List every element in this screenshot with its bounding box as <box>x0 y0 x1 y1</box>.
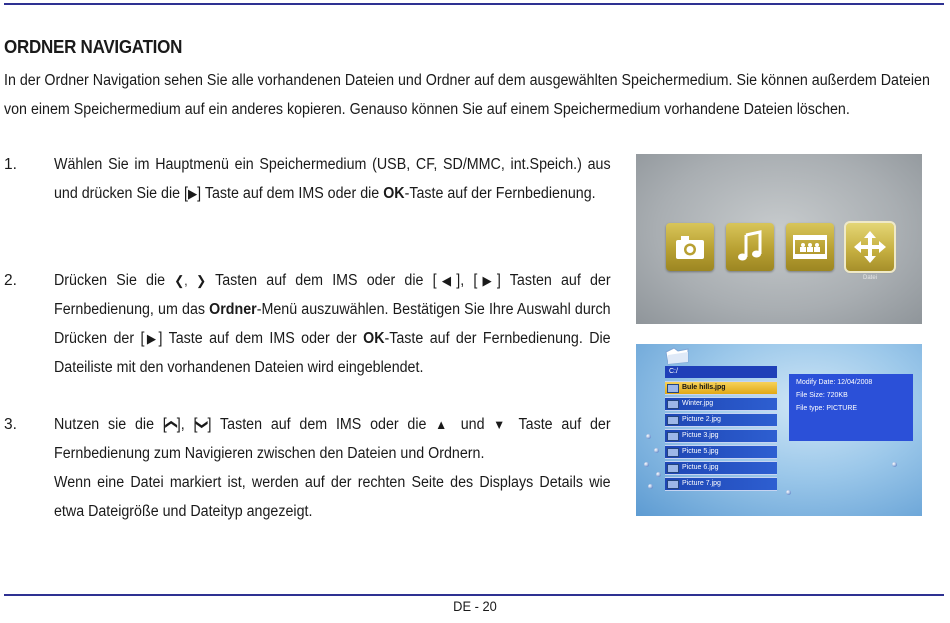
file-row[interactable] <box>665 397 777 411</box>
file-info-panel <box>789 374 913 441</box>
left-right-chevron-icon: ❮, ❯ <box>174 273 207 288</box>
step-note: Wenn eine Datei markiert ist, werden auf der rechten Seite des Displays Details wie etwa Dateigröße und Dateityp angezeigt. <box>54 474 611 520</box>
step-number: 1. <box>4 156 17 173</box>
right-arrow-icon: ▶ <box>144 331 159 346</box>
bubble-icon <box>648 484 653 489</box>
chevron-up-icon: ❮ <box>164 419 179 430</box>
file-name: Pictue 6.jpg <box>682 464 719 471</box>
file-row[interactable] <box>665 445 777 459</box>
step-text: Wählen Sie im Hauptmenü ein Speichermedium (USB, CF, SD/MMC, int.Speich.) aus und drücken Sie die [▶] Taste auf dem IMS oder die OK-Taste auf der Fernbedienung. <box>54 156 611 202</box>
step-number: 2. <box>4 272 17 289</box>
bubble-icon <box>892 462 897 467</box>
bottom-rule <box>4 594 944 596</box>
step-number: 3. <box>4 416 17 433</box>
intro-paragraph: In der Ordner Navigation sehen Sie alle vorhandenen Dateien und Ordner auf dem ausgewählten Speichermedium. Sie können außerdem Dateien von einem Speichermedium auf ein anderes kopieren. Genauso können Sie auf einem Speichermedium vorhandene Dateien löschen. <box>4 72 930 118</box>
file-name: Pictue 5.jpg <box>682 448 719 455</box>
image-file-icon <box>667 432 679 441</box>
right-arrow-icon: ▶ <box>477 273 497 288</box>
file-info-line: File type: PICTURE <box>796 405 858 412</box>
photo-menu-tile <box>666 223 714 271</box>
file-name: Bule hills.jpg <box>682 384 726 391</box>
move-arrows-icon <box>846 223 894 271</box>
music-menu-tile <box>726 223 774 271</box>
image-file-icon <box>667 480 679 489</box>
image-file-icon <box>667 400 679 409</box>
file-row[interactable] <box>665 381 777 395</box>
image-file-icon <box>667 416 679 425</box>
page-title: ORDNER NAVIGATION <box>4 36 183 57</box>
file-list <box>665 381 777 493</box>
right-arrow-icon: ▶ <box>187 186 198 201</box>
triangle-up-icon: ▲ <box>435 417 452 432</box>
image-file-icon <box>667 464 679 473</box>
film-icon <box>786 223 834 271</box>
file-browser-screenshot <box>636 344 922 516</box>
file-name: Winter.jpg <box>682 400 714 407</box>
file-name: Picture 7.jpg <box>682 480 721 487</box>
triangle-down-icon: ▼ <box>493 417 510 432</box>
video-menu-tile <box>786 223 834 271</box>
file-row[interactable] <box>665 461 777 475</box>
bubble-icon <box>656 472 661 477</box>
image-file-icon <box>667 384 679 393</box>
left-arrow-icon: ◀ <box>436 273 457 288</box>
top-rule <box>4 3 944 5</box>
bubble-icon <box>786 490 791 495</box>
chevron-down-icon: ❯ <box>195 419 210 430</box>
page-number: DE - 20 <box>453 598 497 614</box>
bubble-icon <box>654 448 659 453</box>
step-text: Nutzen sie die [❮], [❯] Tasten auf dem IMS oder die ▲ und ▼ Taste auf der Fernbedienung zum Navigieren zwischen den Dateien und Ordnern. Wenn eine Datei markiert ist, werden auf der rechten Seite des Displays Details wie etwa Dateigröße und Dateityp angezeigt. <box>54 410 611 526</box>
folder-icon <box>664 346 690 366</box>
file-row[interactable] <box>665 413 777 427</box>
file-info-line: Modify Date: 12/04/2008 <box>796 379 873 386</box>
path-bar: C:/ <box>665 366 777 378</box>
bubble-icon <box>644 462 649 467</box>
file-row[interactable] <box>665 477 777 491</box>
main-menu-screenshot <box>636 154 922 324</box>
bubble-icon <box>646 434 651 439</box>
file-name: Pictue 3.jpg <box>682 432 719 439</box>
step-text: Drücken Sie die ❮, ❯ Tasten auf dem IMS oder die [◀], [▶] Tasten auf der Fernbedienung, um das Ordner-Menü auszuwählen. Bestätigen Sie Ihre Auswahl durch Drücken der [▶] Taste auf dem IMS oder der OK-Taste auf der Fernbedienung. Die Dateiliste mit den vorhandenen Dateien wird eingeblendet. <box>54 272 611 376</box>
file-name: Picture 2.jpg <box>682 416 721 423</box>
file-info-line: File Size: 720KB <box>796 392 848 399</box>
image-file-icon <box>667 448 679 457</box>
folder-tile-label: Datei <box>862 275 877 281</box>
camera-icon <box>666 223 714 271</box>
music-note-icon <box>726 223 774 271</box>
folder-menu-tile <box>846 223 894 271</box>
file-row[interactable] <box>665 429 777 443</box>
